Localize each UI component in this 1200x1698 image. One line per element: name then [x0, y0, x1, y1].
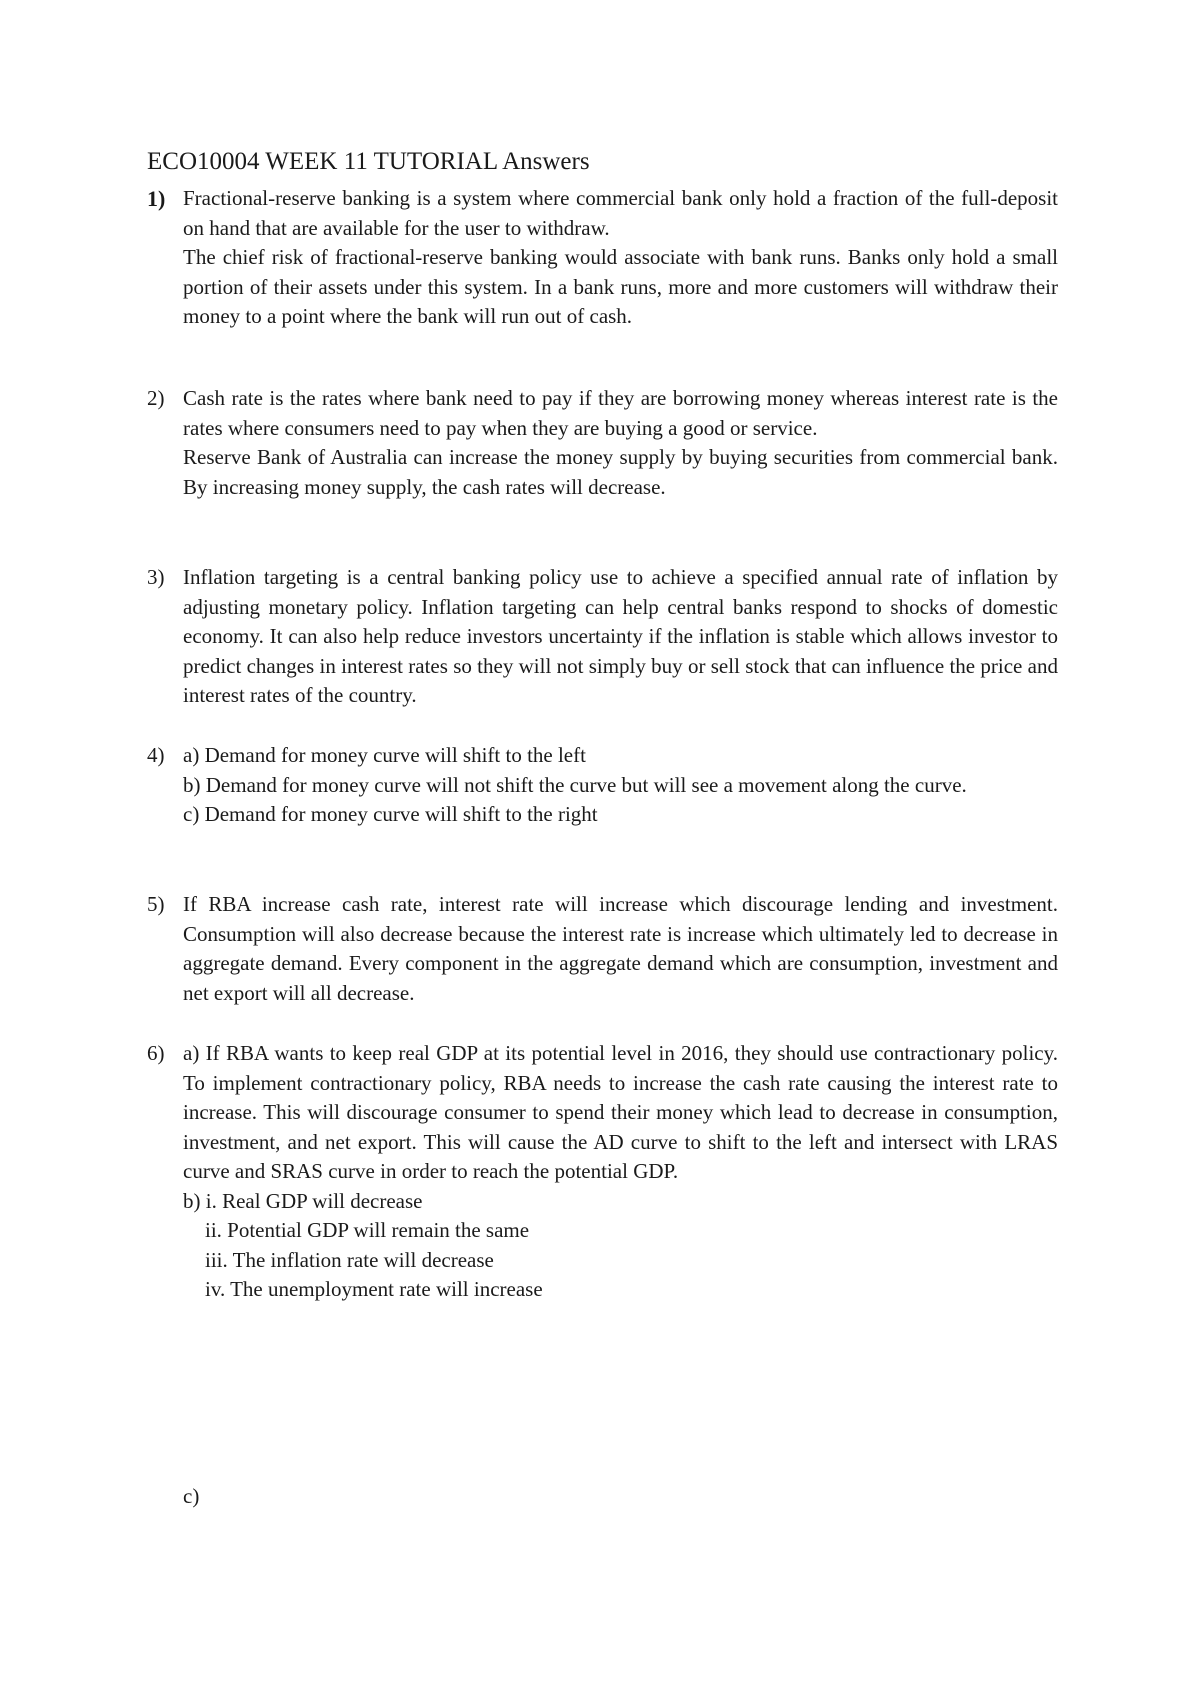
answer-paragraph: The chief risk of fractional-reserve banking would associate with bank runs. Banks only hold a small portion of their assets under this system. In a bank runs, more and more customers will withdraw their money to a point where the bank will run out of cash.: [183, 245, 1058, 328]
answer-part-a: a) Demand for money curve will shift to the left: [183, 743, 586, 767]
answer-part-b-item: iv. The unemployment rate will increase: [205, 1277, 543, 1301]
question-2: [147, 384, 1058, 502]
answer-part-c: c): [183, 1484, 200, 1508]
answer-part-c: c) Demand for money curve will shift to the right: [183, 802, 598, 826]
question-4: [147, 741, 1058, 830]
answer-part-b: b) i. Real GDP will decrease: [183, 1188, 423, 1213]
question-number: 1): [147, 186, 166, 211]
answer-part-a: a) If RBA wants to keep real GDP at its potential level in 2016, they should use contractionary policy. To implement contractionary policy, RBA needs to increase the cash rate causing the interest rate to increase. This will discourage consumer to spend their money which lead to decrease in consumption, investment, and net export. This will cause the AD curve to shift to the left and intersect with LRAS curve and SRAS curve in order to reach the potential GDP.: [183, 1041, 1058, 1183]
question-3: [147, 563, 1058, 711]
question-6: [147, 1039, 1058, 1305]
document-title: ECO10004 WEEK 11 TUTORIAL Answers: [147, 148, 590, 175]
answer-paragraph: Fractional-reserve banking is a system where commercial bank only hold a fraction of the full-deposit on hand that are available for the user to withdraw.: [183, 186, 1058, 240]
answer-paragraph: Inflation targeting is a central banking policy use to achieve a specified annual rate of inflation by adjusting monetary policy. Inflation targeting can help central banks respond to shocks of domestic economy. It can also help reduce investors uncertainty if the inflation is stable which allows investor to predict changes in interest rates so they will not simply buy or sell stock that can influence the price and interest rates of the country.: [183, 565, 1058, 707]
question-number: 3): [147, 565, 165, 589]
question-number: 6): [147, 1041, 165, 1065]
question-number: 2): [147, 386, 165, 410]
answer-part-b-item: ii. Potential GDP will remain the same: [205, 1218, 530, 1242]
answer-part-b: b) Demand for money curve will not shift the curve but will see a movement along the curve.: [183, 772, 967, 797]
question-number: 4): [147, 743, 165, 767]
answer-paragraph: If RBA increase cash rate, interest rate will increase which discourage lending and investment. Consumption will also decrease because the interest rate is increase which ultimately led to decrease in aggregate demand. Every component in the aggregate demand which are consumption, investment and net export will all decrease.: [183, 892, 1058, 1005]
answer-part-b-item: iii. The inflation rate will decrease: [205, 1247, 494, 1272]
answer-paragraph: Reserve Bank of Australia can increase the money supply by buying securities from commercial bank. By increasing money supply, the cash rates will decrease.: [183, 445, 1058, 499]
question-5: [147, 890, 1058, 1008]
answer-paragraph: Cash rate is the rates where bank need to pay if they are borrowing money whereas interest rate is the rates where consumers need to pay when they are buying a good or service.: [183, 386, 1058, 440]
question-1: [147, 184, 1058, 332]
question-number: 5): [147, 892, 165, 916]
